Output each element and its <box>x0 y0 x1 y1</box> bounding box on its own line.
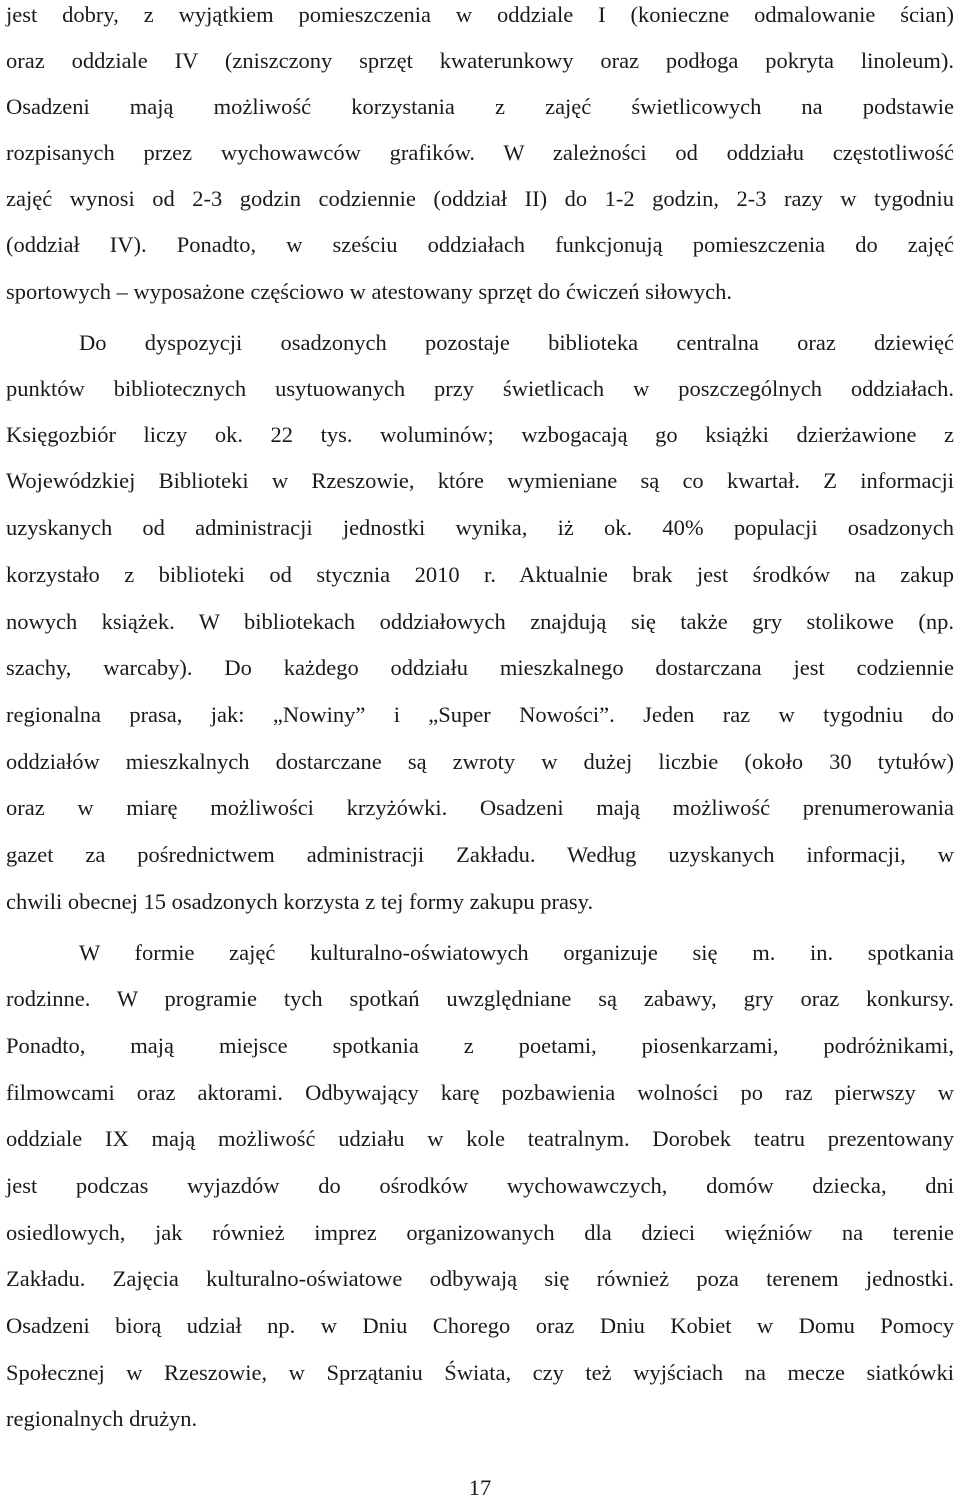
text-line: osiedlowych, jak również imprez organizowanych dla dzieci więźniów na terenie <box>6 1220 954 1245</box>
text-line: Wojewódzkiej Biblioteki w Rzeszowie, które wymieniane są co kwartał. Z informacji <box>6 468 954 493</box>
text-line: zajęć wynosi od 2-3 godzin codziennie (oddział II) do 1-2 godzin, 2-3 razy w tygodniu <box>6 186 954 211</box>
text-line: oraz oddziale IV (zniszczony sprzęt kwaterunkowy oraz podłoga pokryta linoleum). <box>6 48 954 73</box>
text-line: regionalna prasa, jak: „Nowiny” i „Super Nowości”. Jeden raz w tygodniu do <box>6 702 954 727</box>
text-line: oddziałów mieszkalnych dostarczane są zwroty w dużej liczbie (około 30 tytułów) <box>6 749 954 774</box>
text-line: Księgozbiór liczy ok. 22 tys. woluminów; wzbogacają go książki dzierżawione z <box>6 422 954 447</box>
text-line: gazet za pośrednictwem administracji Zakładu. Według uzyskanych informacji, w <box>6 842 954 867</box>
text-line: W formie zajęć kulturalno-oświatowych organizuje się m. in. spotkania <box>79 940 954 965</box>
text-line: filmowcami oraz aktorami. Odbywający karę pozbawienia wolności po raz pierwszy w <box>6 1080 954 1105</box>
text-line: szachy, warcaby). Do każdego oddziału mieszkalnego dostarczana jest codziennie <box>6 655 954 680</box>
text-line: punktów bibliotecznych usytuowanych przy świetlicach w poszczególnych oddziałach. <box>6 376 954 401</box>
text-line: oddziale IX mają możliwość udziału w kole teatralnym. Dorobek teatru prezentowany <box>6 1126 954 1151</box>
text-line: Osadzeni mają możliwość korzystania z zajęć świetlicowych na podstawie <box>6 94 954 119</box>
text-line: (oddział IV). Ponadto, w sześciu oddziałach funkcjonują pomieszczenia do zajęć <box>6 232 954 257</box>
text-line: Społecznej w Rzeszowie, w Sprzątaniu Świata, czy też wyjściach na mecze siatkówki <box>6 1360 954 1385</box>
text-line: regionalnych drużyn. <box>6 1406 198 1431</box>
text-line: sportowych – wyposażone częściowo w atestowany sprzęt do ćwiczeń siłowych. <box>6 279 733 304</box>
text-line: rozpisanych przez wychowawców grafików. W zależności od oddziału częstotliwość <box>6 140 954 165</box>
text-line: jest podczas wyjazdów do ośrodków wychowawczych, domów dziecka, dni <box>6 1173 954 1198</box>
text-line: Zakładu. Zajęcia kulturalno-oświatowe odbywają się również poza terenem jednostki. <box>6 1266 954 1291</box>
text-line: Ponadto, mają miejsce spotkania z poetami, piosenkarzami, podróżnikami, <box>6 1033 954 1058</box>
text-line: rodzinne. W programie tych spotkań uwzględniane są zabawy, gry oraz konkursy. <box>6 986 954 1011</box>
text-line: korzystało z biblioteki od stycznia 2010 r. Aktualnie brak jest środków na zakup <box>6 562 954 587</box>
text-line: nowych książek. W bibliotekach oddziałowych znajdują się także gry stolikowe (np. <box>6 609 954 634</box>
text-line: jest dobry, z wyjątkiem pomieszczenia w oddziale I (konieczne odmalowanie ścian) <box>6 2 954 27</box>
text-line: oraz w miarę możliwości krzyżówki. Osadzeni mają możliwość prenumerowania <box>6 795 954 820</box>
text-line: Osadzeni biorą udział np. w Dniu Chorego oraz Dniu Kobiet w Domu Pomocy <box>6 1313 954 1338</box>
text-line: chwili obecnej 15 osadzonych korzysta z tej formy zakupu prasy. <box>6 889 594 914</box>
text-line: uzyskanych od administracji jednostki wynika, iż ok. 40% populacji osadzonych <box>6 515 954 540</box>
page-number: 17 <box>468 1475 492 1500</box>
text-line: Do dyspozycji osadzonych pozostaje biblioteka centralna oraz dziewięć <box>79 330 954 355</box>
